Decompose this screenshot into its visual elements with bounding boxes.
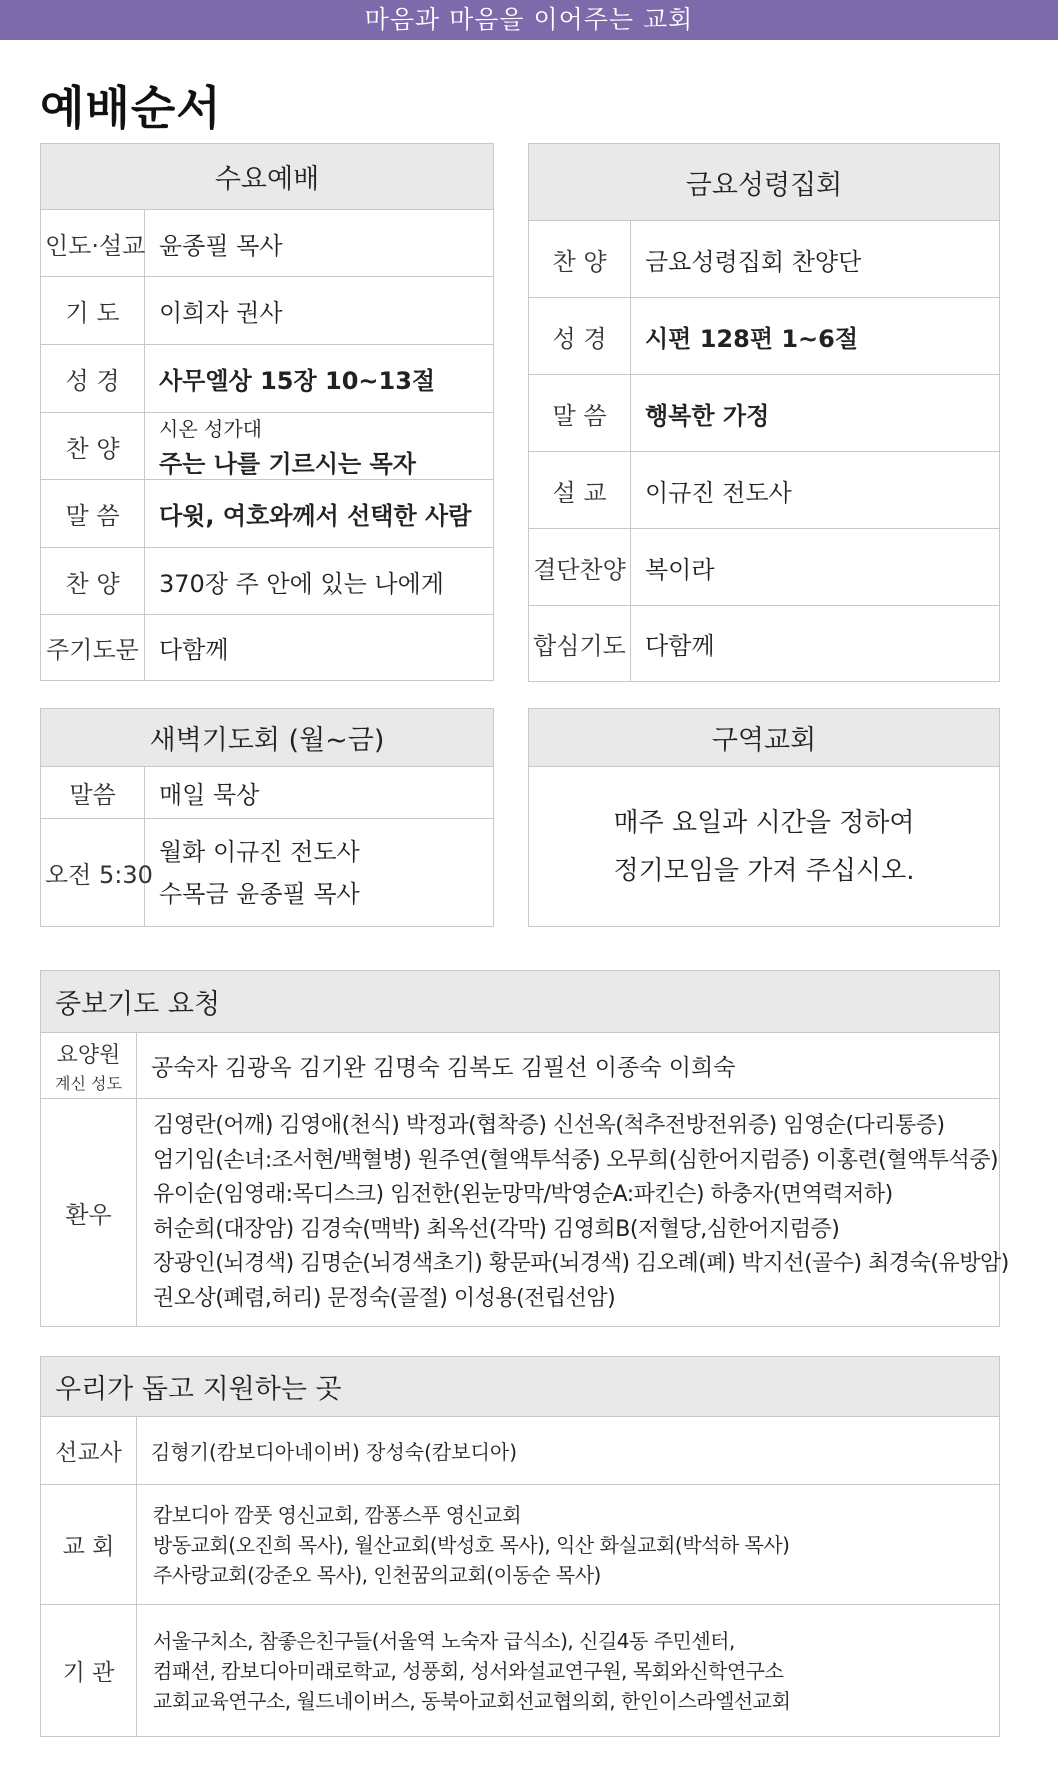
label-line: 계신 성도	[55, 1073, 122, 1093]
row-label: 말 씀	[529, 375, 631, 452]
wednesday-service-table	[40, 143, 494, 681]
row-value: 이규진 전도사	[631, 452, 1000, 529]
row-label: 결단찬양	[529, 529, 631, 606]
row-value: 시편 128편 1~6절	[631, 298, 1000, 375]
patient-line: 엄기임(손녀:조서현/백혈병) 원주연(혈액투석중) 오무희(심한어지럼증) 이홍련(혈액투석중)	[153, 1147, 999, 1173]
row-value: 다함께	[631, 606, 1000, 682]
row-value: 다함께	[145, 615, 494, 681]
organization-line: 서울구치소, 참좋은친구들(서울역 노숙자 급식소), 신길4동 주민센터,	[153, 1628, 735, 1653]
row-value: 금요성령집회 찬양단	[631, 221, 1000, 298]
district-church-header: 구역교회	[529, 709, 1000, 767]
church-line: 주사랑교회(강준오 목사), 인천꿈의교회(이동순 목사)	[153, 1562, 601, 1587]
hymn-title: 주는 나를 기르시는 목자	[159, 450, 416, 478]
patient-line: 권오상(폐렴,허리) 문정숙(골절) 이성용(전립선암)	[153, 1285, 616, 1311]
intercessory-prayer-table	[40, 970, 1009, 1327]
nursing-home-label	[41, 1033, 137, 1099]
dawn-prayer-header: 새벽기도회 (월~금)	[41, 709, 494, 767]
patient-line: 장광인(뇌경색) 김명순(뇌경색초기) 황문파(뇌경색) 김오례(폐) 박지선(골수) 최경숙(유방암)	[153, 1251, 1009, 1276]
wednesday-service-header: 수요예배	[41, 144, 494, 210]
dawn-prayer-table	[40, 708, 494, 927]
church-line: 캄보디아 깜풋 영신교회, 깜퐁스푸 영신교회	[153, 1502, 522, 1527]
row-label: 찬 양	[41, 548, 145, 615]
support-header: 우리가 돕고 지원하는 곳	[41, 1357, 1000, 1417]
church-label: 교 회	[41, 1485, 137, 1605]
page-title: 예배순서	[40, 81, 222, 135]
row-value: 사무엘상 15장 10~13절	[145, 345, 494, 413]
church-line: 방동교회(오진희 목사), 월산교회(박성호 목사), 익산 화실교회(박석하 목사)	[153, 1532, 790, 1557]
patient-line: 유이순(임영래:목디스크) 임전한(왼눈망막/박영순A:파킨슨) 하충자(면역력저하)	[153, 1182, 893, 1207]
leader-line: 수목금 윤종필 목사	[159, 879, 360, 908]
organization-list	[137, 1605, 1000, 1737]
row-value	[145, 819, 494, 927]
intercessory-prayer-header: 중보기도 요청	[41, 971, 1000, 1033]
patients-list	[137, 1099, 1009, 1327]
patient-line: 김영란(어깨) 김영애(천식) 박정과(협착증) 신선옥(척추전방전위증) 임영순(다리통증)	[153, 1113, 945, 1138]
friday-service-header: 금요성령집회	[529, 144, 1000, 221]
notice-line: 매주 요일과 시간을 정하여	[613, 807, 915, 838]
missionary-list: 김형기(캄보디아네이버) 장성숙(캄보디아)	[137, 1417, 1000, 1485]
church-slogan-banner: 마음과 마음을 이어주는 교회	[0, 0, 1058, 40]
row-value: 매일 묵상	[145, 767, 494, 819]
row-value: 이희자 권사	[145, 277, 494, 345]
row-label: 설 교	[529, 452, 631, 529]
district-church-notice	[529, 767, 1000, 927]
nursing-home-names: 공숙자 김광옥 김기완 김명숙 김복도 김필선 이종숙 이희숙	[137, 1033, 1000, 1099]
row-label: 찬 양	[529, 221, 631, 298]
choir-name: 시온 성가대	[159, 417, 262, 441]
row-label: 말 씀	[41, 480, 145, 548]
label-line: 요양원	[56, 1042, 121, 1068]
support-table	[40, 1356, 1000, 1737]
patients-label: 환우	[41, 1099, 137, 1327]
organization-label: 기 관	[41, 1605, 137, 1737]
row-value: 행복한 가정	[631, 375, 1000, 452]
row-label: 성 경	[529, 298, 631, 375]
row-label: 성 경	[41, 345, 145, 413]
leader-line: 월화 이규진 전도사	[159, 837, 360, 866]
church-list	[137, 1485, 1000, 1605]
row-label: 오전 5:30	[41, 819, 145, 927]
row-label: 주기도문	[41, 615, 145, 681]
row-label: 인도·설교	[41, 210, 145, 277]
row-value: 370장 주 안에 있는 나에게	[145, 548, 494, 615]
organization-line: 컴패션, 캄보디아미래로학교, 성풍회, 성서와설교연구원, 목회와신학연구소	[153, 1658, 784, 1683]
patient-line: 허순희(대장암) 김경숙(맥박) 최옥선(각막) 김영희B(저혈당,심한어지럼증)	[153, 1216, 840, 1242]
row-label: 말씀	[41, 767, 145, 819]
row-value: 다윗, 여호와께서 선택한 사람	[145, 480, 494, 548]
row-value: 윤종필 목사	[145, 210, 494, 277]
friday-service-table	[528, 143, 1000, 682]
row-label: 찬 양	[41, 413, 145, 480]
row-label: 기 도	[41, 277, 145, 345]
row-label: 합심기도	[529, 606, 631, 682]
notice-line: 정기모임을 가져 주십시오.	[613, 855, 915, 886]
row-value: 복이라	[631, 529, 1000, 606]
row-value	[145, 413, 494, 480]
missionary-label: 선교사	[41, 1417, 137, 1485]
organization-line: 교회교육연구소, 월드네이버스, 동북아교회선교협의회, 한인이스라엘선교회	[153, 1688, 791, 1713]
district-church-table	[528, 708, 1000, 927]
